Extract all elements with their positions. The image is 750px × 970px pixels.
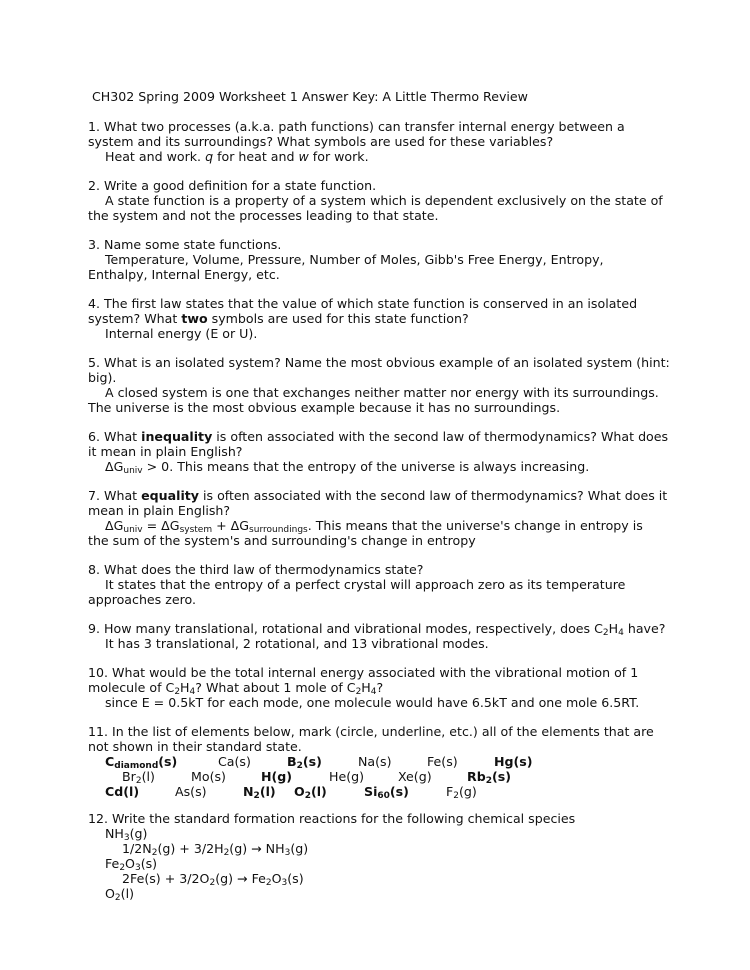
question-6-line-2: it mean in plain English? bbox=[88, 444, 243, 459]
question-6-line-1: 6. What inequality is often associated with the second law of thermodynamics? What does bbox=[88, 429, 669, 444]
element-h: H(g) bbox=[261, 769, 293, 784]
element-as: As(s) bbox=[175, 784, 207, 799]
answer-6: $\Delta G_{univ} > 0$. This means that the entropy of the universe is always increasing. bbox=[105, 459, 590, 476]
element-rb2: $Rb_2(s)$ bbox=[467, 769, 511, 786]
question-1-line-1: 1. What two processes (a.k.a. path functions) can transfer internal energy between a bbox=[88, 119, 625, 134]
element-o2: $O_2(l)$ bbox=[294, 784, 327, 801]
element-f2: $F_2(g)$ bbox=[446, 784, 477, 801]
answer-8-line-2: approaches zero. bbox=[88, 592, 196, 607]
question-8: 8. What does the third law of thermodynamics state? bbox=[88, 562, 424, 577]
answer-4: Internal energy (E or U). bbox=[105, 326, 258, 341]
question-2: 2. Write a good definition for a state function. bbox=[88, 178, 377, 193]
element-b2: $B_2(s)$ bbox=[287, 754, 322, 771]
question-11-line-2: not shown in their standard state. bbox=[88, 739, 302, 754]
element-si60: $Si_{60}(s)$ bbox=[364, 784, 409, 801]
answer-3-line-2: Enthalpy, Internal Energy, etc. bbox=[88, 267, 280, 282]
question-4-line-1: 4. The first law states that the value of which state function is conserved in an isolated bbox=[88, 296, 638, 311]
element-xe: Xe(g) bbox=[398, 769, 432, 784]
page-title: CH302 Spring 2009 Worksheet 1 Answer Key: A Little Thermo Review bbox=[92, 89, 528, 104]
answer-7-line-2: the sum of the system's and surrounding's change in entropy bbox=[88, 533, 476, 548]
question-11-line-1: 11. In the list of elements below, mark (circle, underline, etc.) all of the elements that are bbox=[88, 724, 654, 739]
element-br2: $Br_2(l)$ bbox=[122, 769, 155, 786]
answer-5-line-2: The universe is the most obvious example because it has no surroundings. bbox=[88, 400, 561, 415]
species-nh3: $NH_3(g)$ bbox=[105, 826, 148, 843]
element-fe: Fe(s) bbox=[427, 754, 458, 769]
answer-2-line-2: the system and not the processes leading to that state. bbox=[88, 208, 439, 223]
question-9: 9. How many translational, rotational and vibrational modes, respectively, does $C_2H_4$ have? bbox=[88, 621, 666, 638]
element-he: He(g) bbox=[329, 769, 365, 784]
element-ca: Ca(s) bbox=[218, 754, 251, 769]
question-7-line-2: mean in plain English? bbox=[88, 503, 231, 518]
question-4-line-2: system? What two symbols are used for this state function? bbox=[88, 311, 469, 326]
species-o2: $O_2(l)$ bbox=[105, 886, 134, 903]
question-10-line-1: 10. What would be the total internal energy associated with the vibrational motion of 1 bbox=[88, 665, 639, 680]
answer-3-line-1: Temperature, Volume, Pressure, Number of Moles, Gibb's Free Energy, Entropy, bbox=[105, 252, 604, 267]
answer-10: since E = 0.5kT for each mode, one molecule would have 6.5kT and one mole 6.5RT. bbox=[105, 695, 640, 710]
element-c-diamond: $C_{diamond}(s)$ bbox=[105, 754, 178, 771]
answer-8-line-1: It states that the entropy of a perfect crystal will approach zero as its temperature bbox=[105, 577, 626, 592]
answer-2-line-1: A state function is a property of a system which is dependent exclusively on the state of bbox=[105, 193, 663, 208]
element-n2: $N_2(l)$ bbox=[243, 784, 276, 801]
answer-1: Heat and work. q for heat and w for work. bbox=[105, 149, 369, 164]
question-5-line-1: 5. What is an isolated system? Name the most obvious example of an isolated system (hint: bbox=[88, 355, 670, 370]
answer-9: It has 3 translational, 2 rotational, and 13 vibrational modes. bbox=[105, 636, 489, 651]
species-fe2o3: $Fe_2O_3(s)$ bbox=[105, 856, 158, 873]
element-na: Na(s) bbox=[358, 754, 392, 769]
question-10-line-2: molecule of $C_2H_4$? What about 1 mole of $C_2H_4$? bbox=[88, 680, 384, 697]
question-7-line-1: 7. What equality is often associated with the second law of thermodynamics? What does it bbox=[88, 488, 668, 503]
question-3: 3. Name some state functions. bbox=[88, 237, 282, 252]
question-5-line-2: big). bbox=[88, 370, 117, 385]
reaction-fe2o3: $2Fe(s) + 3/2O_2(g) \to Fe_2O_3(s)$ bbox=[122, 871, 304, 888]
reaction-nh3: $1/2N_2(g) + 3/2H_2(g) \to NH_3(g)$ bbox=[122, 841, 309, 858]
answer-7-line-1: $\Delta G_{univ} = \Delta G_{system} + \Delta G_{surroundings}$. This means that the universe's change in entropy is bbox=[105, 518, 643, 535]
element-hg: Hg(s) bbox=[494, 754, 533, 769]
question-1-line-2: system and its surroundings? What symbols are used for these variables? bbox=[88, 134, 554, 149]
answer-5-line-1: A closed system is one that exchanges neither matter nor energy with its surroundings. bbox=[105, 385, 659, 400]
question-12: 12. Write the standard formation reactions for the following chemical species bbox=[88, 811, 576, 826]
element-mo: Mo(s) bbox=[191, 769, 226, 784]
element-cd: Cd(l) bbox=[105, 784, 140, 799]
